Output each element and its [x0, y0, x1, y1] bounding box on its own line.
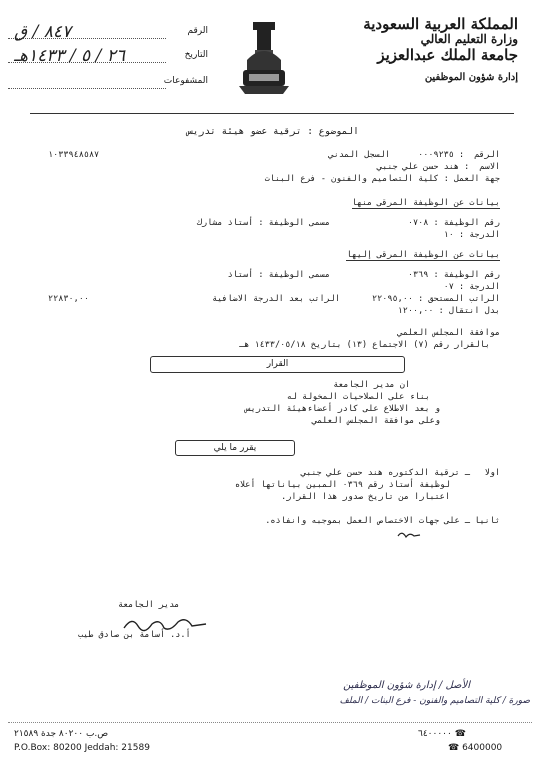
- civil-record-value: ١٠٣٣٩٤٨٥٨٧: [48, 150, 100, 160]
- institution-header: [328, 16, 518, 84]
- handwritten-line-2: صورة / كلية التصاميم والفنون - فرع البنات / الملف: [339, 696, 530, 706]
- subject-text: ترقية عضو هيئة تدريس: [187, 126, 302, 137]
- first-line-2: لوظيفة أستاذ رقم ٠٣٦٩ المبين بياناتها أعلاه: [235, 480, 450, 490]
- employee-number-row: الرقم : ٠٠٠٩٢٣٥: [418, 150, 500, 160]
- handwritten-line-1: الأصل / إدارة شؤون الموظفين: [343, 680, 470, 691]
- phone-arabic: ☎ ٦٤٠٠٠٠٠: [418, 729, 466, 739]
- pobox-english: P.O.Box: 80200 Jeddah: 21589: [14, 743, 150, 753]
- to-job-title-row: مسمى الوظيفة : أستاذ: [227, 270, 330, 280]
- subject-line: الموضوع : ترقية عضو هيئة تدريس: [187, 126, 359, 137]
- after-grade-label: الراتب بعد الدرجة الاضافية: [212, 294, 340, 304]
- handwritten-distribution: [30, 680, 530, 720]
- date-value: ٢٦ / ٥ / ١٤٣٣هـ: [14, 46, 125, 66]
- qarar-line-3: و بعد الاطلاع على كادر أعضاءهيئة التدريس: [245, 404, 440, 414]
- from-job-number-row: رقم الوظيفة : ٠٧٠٨: [407, 218, 500, 228]
- phone-english: ☎ 6400000: [448, 743, 503, 753]
- transport-row: بدل انتقال : ١٢٠٠,٠٠: [397, 306, 500, 316]
- number-label: الرقم: [187, 26, 208, 36]
- attachments-row: [8, 72, 208, 94]
- council-title: موافقة المجلس العلمي: [397, 328, 500, 338]
- decides-title: يقرر ما يلي: [213, 443, 257, 453]
- decides-title-box: [175, 440, 295, 456]
- signature-title: مدير الجامعة: [118, 600, 180, 610]
- qarar-line-2: بناء على الصلاحيات المخولة له: [286, 392, 430, 402]
- work-place-row: جهة العمل : كلية التصاميم والفنون - فرع البنات: [264, 174, 500, 184]
- first-label: اولا: [484, 468, 500, 478]
- reference-block: [8, 22, 208, 102]
- salary-value: ٢٢٠٩٥,٠٠: [372, 294, 413, 304]
- after-grade-value: ٢٢٨٣٠,٠٠: [48, 294, 89, 304]
- to-job-number-row: رقم الوظيفة : ٠٣٦٩: [407, 270, 500, 280]
- civil-record-row: السجل المدني: [328, 150, 390, 160]
- university-name: جامعة الملك عبدالعزيز: [377, 46, 518, 65]
- kingdom-name: المملكة العربية السعودية: [363, 15, 518, 33]
- from-job-title-row: مسمى الوظيفة : أستاذ مشارك: [196, 218, 330, 228]
- pobox-arabic: ص.ب ٨٠٢٠٠ جدة ٢١٥٨٩: [14, 729, 109, 739]
- initial-mark: [396, 528, 422, 542]
- to-job-grade: ٠٧: [443, 282, 454, 292]
- to-job-grade-row: الدرجة : ٠٧: [443, 282, 500, 292]
- qarar-title: القرار: [266, 359, 289, 369]
- qarar-line-1: ان مدير الجامعة: [333, 380, 410, 390]
- salary-row: الراتب المستحق : ٢٢٠٩٥,٠٠: [372, 294, 500, 304]
- to-job-number: ٠٣٦٩: [407, 270, 429, 280]
- date-label: التاريخ: [184, 50, 208, 60]
- first-line-3: اعتبارا من تاريخ صدور هذا القرار.: [281, 492, 450, 502]
- from-job-heading: بيانات عن الوظيفة المرقى منها: [351, 198, 500, 208]
- letterhead-footer: [8, 722, 532, 762]
- number-value: ٨٤٧ / ق: [14, 22, 72, 42]
- attachments-label: المشفوعات: [163, 76, 208, 86]
- council-decision: بالقرار رقم (٧) الاجتماع (١٣) بتاريخ ١٤٣٣/٠٥/١٨ هـ: [239, 340, 490, 350]
- from-job-grade-row: الدرجة : ١٠: [443, 230, 500, 240]
- from-job-number: ٠٧٠٨: [407, 218, 429, 228]
- work-place: كلية التصاميم والفنون - فرع البنات: [264, 174, 439, 184]
- qarar-title-box: [150, 356, 405, 373]
- transport-value: ١٢٠٠,٠٠: [397, 306, 434, 316]
- header-divider: [30, 113, 514, 114]
- reference-date-row: [8, 46, 208, 68]
- department-name: إدارة شؤون الموظفين: [424, 72, 518, 84]
- employee-number: ٠٠٠٩٢٣٥: [418, 150, 454, 160]
- second-label: ثانيا: [474, 516, 500, 526]
- first-line-1: ـ ترقية الدكتوره هند حسن علي جنبي: [301, 468, 470, 478]
- from-job-title: أستاذ مشارك: [196, 218, 254, 228]
- university-logo: [233, 20, 295, 100]
- subject-label: الموضوع: [318, 126, 359, 137]
- from-job-grade: ١٠: [443, 230, 454, 240]
- employee-name: هند حسن علي جنبي: [377, 162, 460, 172]
- signature-name: أ.د. أسامة بن صادق طيب: [78, 630, 191, 640]
- qarar-line-4: وعلى موافقة المجلس العلمي: [312, 416, 440, 426]
- second-text: ـ على جهات الاختصاص العمل بموجبه وانفاذه.: [265, 516, 470, 526]
- ministry-name: وزارة التعليم العالي: [420, 32, 518, 47]
- employee-name-row: الاسم : هند حسن علي جنبي: [377, 162, 500, 172]
- signature-scrawl: [120, 612, 210, 636]
- to-job-title: أستاذ: [227, 270, 254, 280]
- reference-number-row: [8, 22, 208, 44]
- to-job-heading: بيانات عن الوظيفة المرقى إليها: [346, 250, 500, 260]
